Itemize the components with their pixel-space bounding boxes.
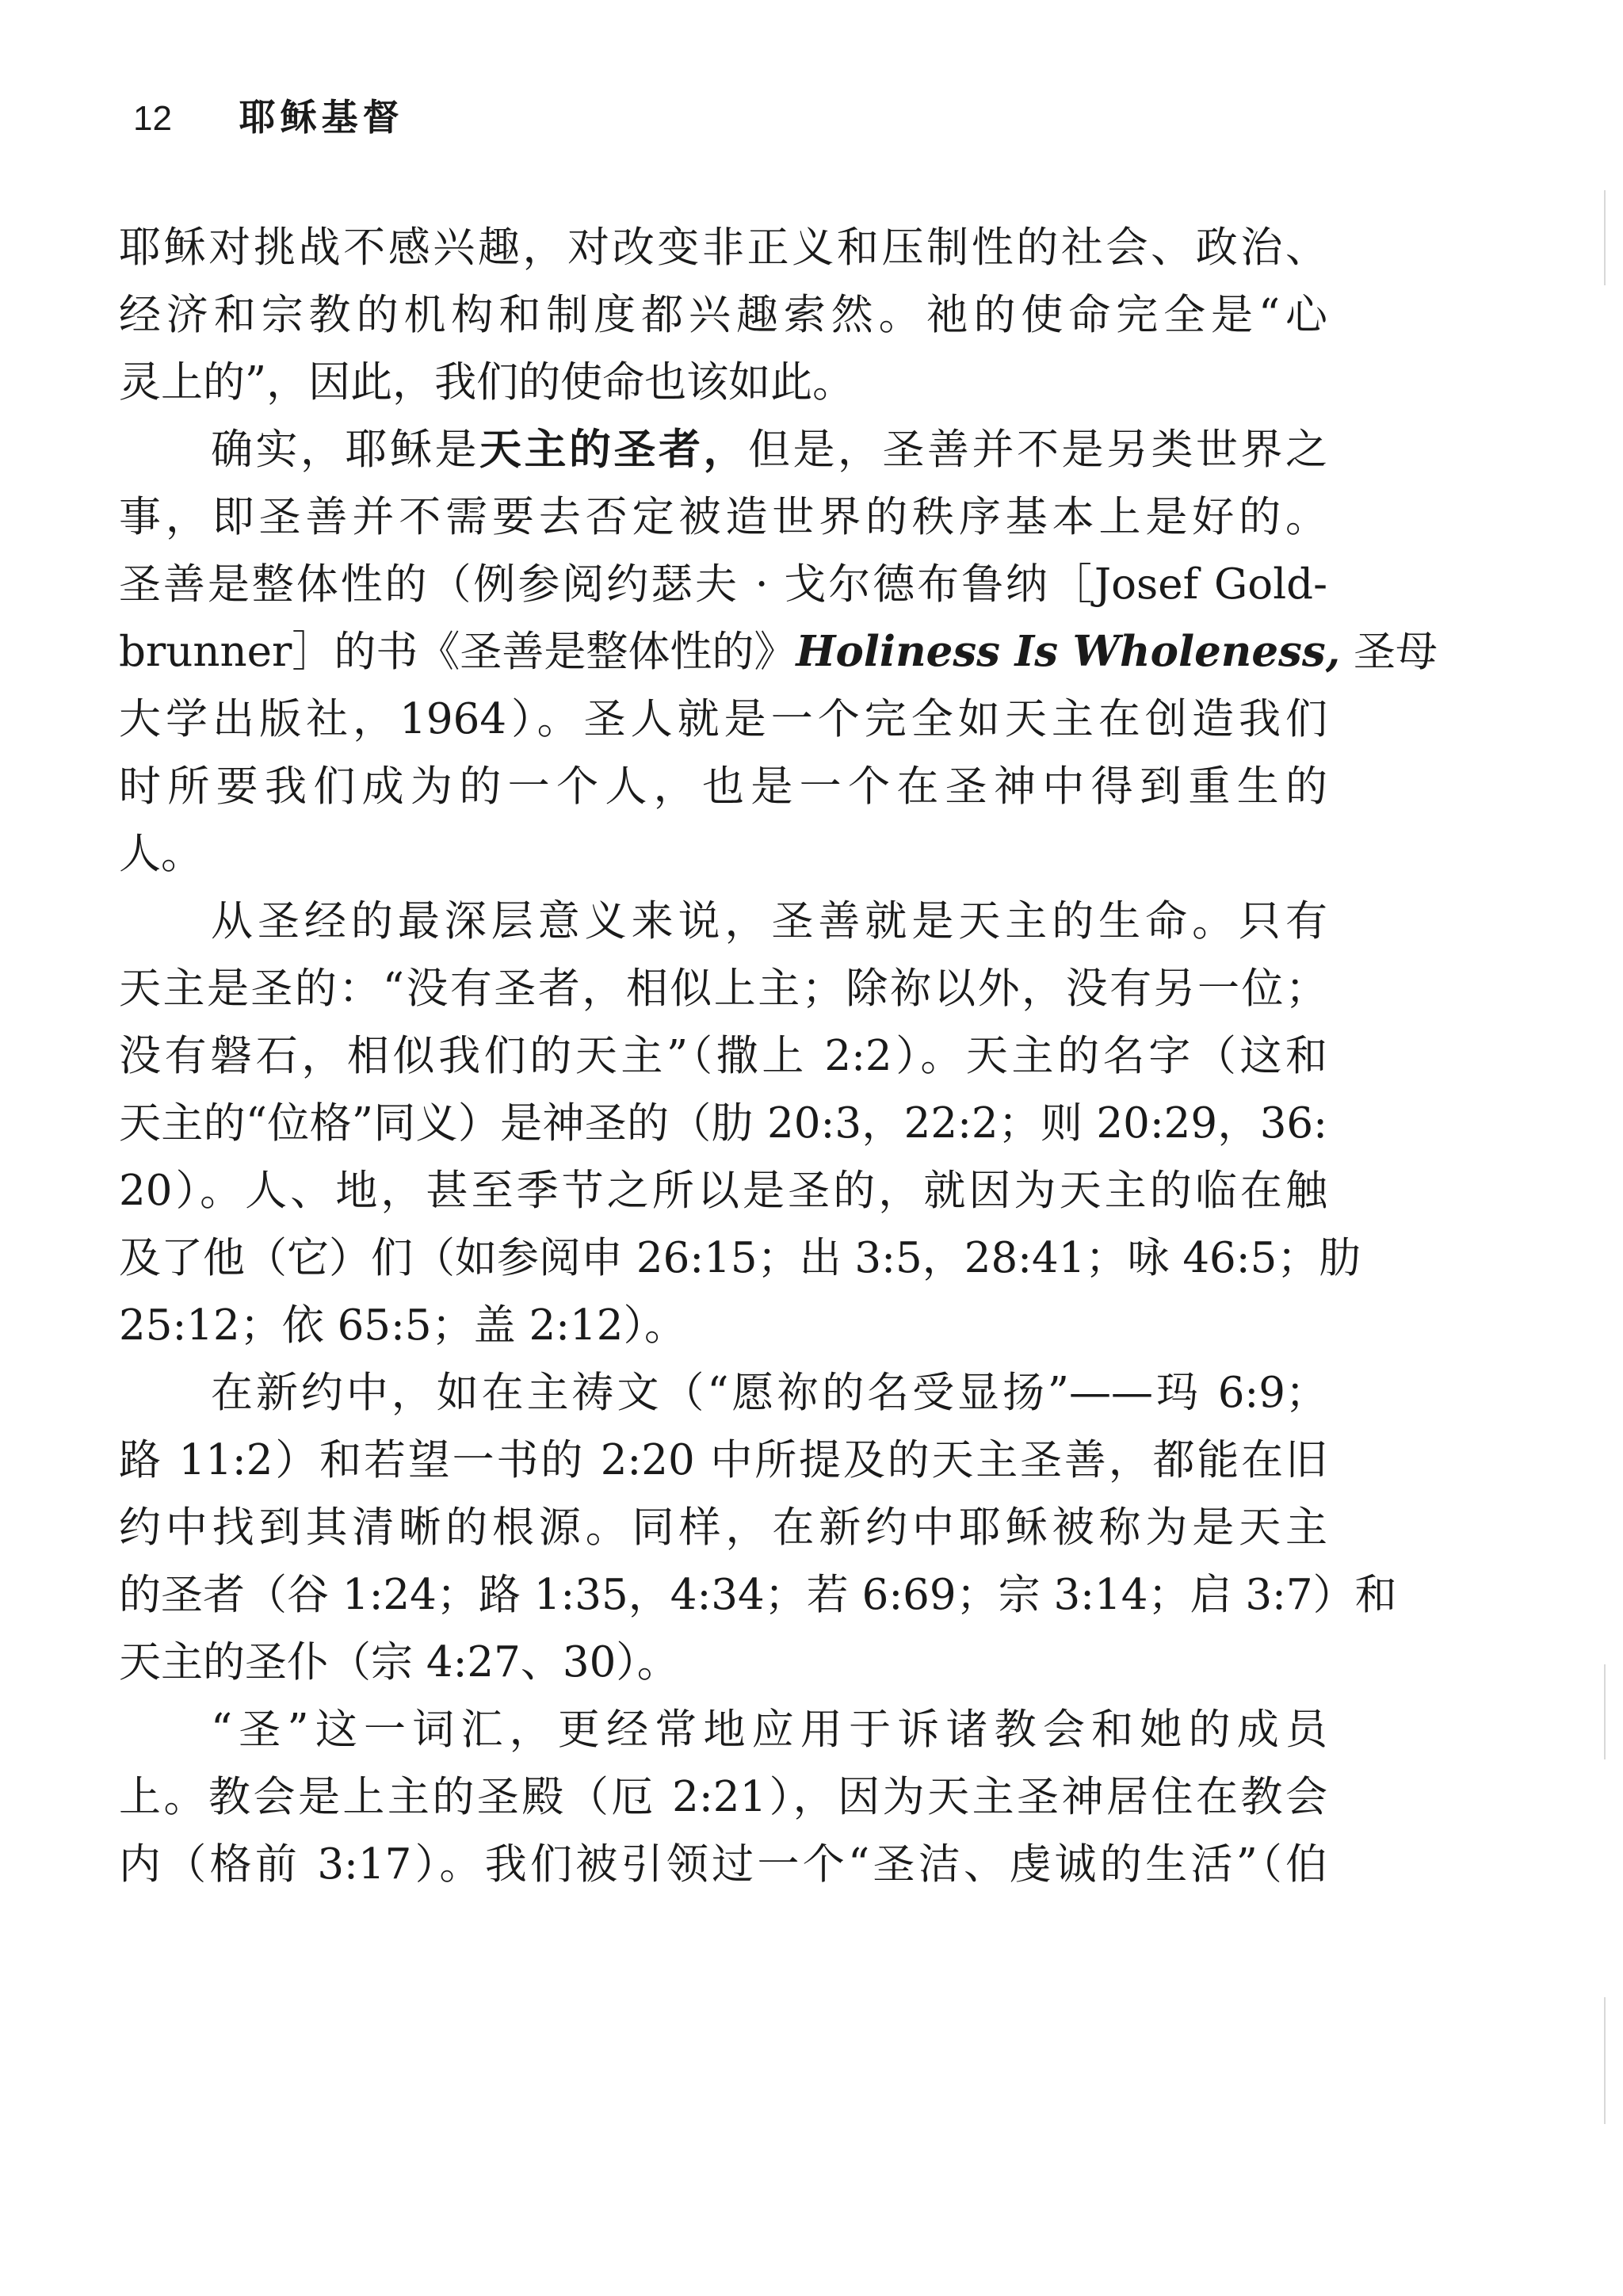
text-line: 内（格前 3:17）。我们被引领过一个“圣洁、虔诚的生活”（伯 <box>119 1840 1327 1889</box>
text-line: 上。教会是上主的圣殿（厄 2:21），因为天主圣神居住在教会 <box>119 1773 1327 1821</box>
scan-margin-line <box>1604 1664 1606 1759</box>
book-title-italic: Holiness Is Wholeness, <box>796 627 1341 676</box>
text-line: 25:12；依 65:5；盖 2:12）。 <box>119 1301 686 1350</box>
text-line: 耶稣对挑战不感兴趣，对改变非正义和压制性的社会、政治、 <box>119 223 1327 272</box>
paragraph-5 <box>119 1696 1327 1898</box>
paragraph-4 <box>119 1359 1397 1696</box>
text-line <box>119 416 1327 483</box>
text-line: 在新约中，如在主祷文（“愿祢的名受显扬”——玛 6:9； <box>211 1369 1327 1417</box>
text-line: 的圣者（谷 1:24；路 1:35，4:34；若 6:69；宗 3:14；启 3:7）和 <box>119 1571 1397 1619</box>
body-text <box>119 214 1438 1898</box>
text-run: brunner］的书《圣善是整体性的》 <box>119 628 796 676</box>
text-line: 事，即圣善并不需要去否定被造世界的秩序基本上是好的。 <box>119 493 1327 541</box>
text-run: 圣母 <box>1340 628 1438 676</box>
scan-margin-line <box>1604 1997 1606 2124</box>
text-line: 天主的圣仆（宗 4:27、30）。 <box>119 1638 679 1687</box>
text-run: 但是，圣善并不是另类世界之 <box>748 426 1327 474</box>
paragraph-1 <box>119 214 1327 416</box>
paragraph-3 <box>119 888 1361 1359</box>
text-line: 经济和宗教的机构和制度都兴趣索然。祂的使命完全是“心 <box>119 291 1327 339</box>
page-number: 12 <box>133 99 172 138</box>
text-line: 大学出版社，1964）。圣人就是一个完全如天主在创造我们 <box>119 695 1327 743</box>
text-line: 及了他（它）们（如参阅申 26:15；出 3:5，28:41；咏 46:5；肋 <box>119 1234 1361 1282</box>
text-line: 人。 <box>119 830 203 878</box>
text-line: 20）。人、地，甚至季节之所以是圣的，就因为天主的临在触 <box>119 1167 1327 1215</box>
text-line <box>119 618 1438 686</box>
text-line: 天主的“位格”同义）是神圣的（肋 20:3，22:2；则 20:29，36: <box>119 1099 1327 1148</box>
text-line: 从圣经的最深层意义来说，圣善就是天主的生命。只有 <box>211 897 1327 946</box>
text-line: “圣”这一词汇，更经常地应用于诉诸教会和她的成员 <box>211 1706 1327 1754</box>
running-head <box>133 94 404 143</box>
text-line: 天主是圣的：“没有圣者，相似上主；除祢以外，没有另一位； <box>119 965 1327 1013</box>
scan-margin-line <box>1604 190 1606 285</box>
emphasis-holy-one-of-god: 天主的圣者， <box>479 425 748 474</box>
text-run: 确实，耶稣是 <box>211 426 479 474</box>
text-line: 圣善是整体性的（例参阅约瑟夫 · 戈尔德布鲁纳［Josef Gold- <box>119 560 1327 609</box>
text-line: 时所要我们成为的一个人，也是一个在圣神中得到重生的 <box>119 762 1327 811</box>
text-line: 没有磐石，相似我们的天主”（撒上 2:2）。天主的名字（这和 <box>119 1032 1327 1080</box>
book-title: 耶稣基督 <box>239 96 404 139</box>
text-line: 路 11:2）和若望一书的 2:20 中所提及的天主圣善，都能在旧 <box>119 1436 1327 1484</box>
paragraph-2 <box>119 416 1438 888</box>
text-line: 约中找到其清晰的根源。同样，在新约中耶稣被称为是天主 <box>119 1503 1327 1552</box>
text-line: 灵上的”，因此，我们的使命也该如此。 <box>119 358 855 407</box>
